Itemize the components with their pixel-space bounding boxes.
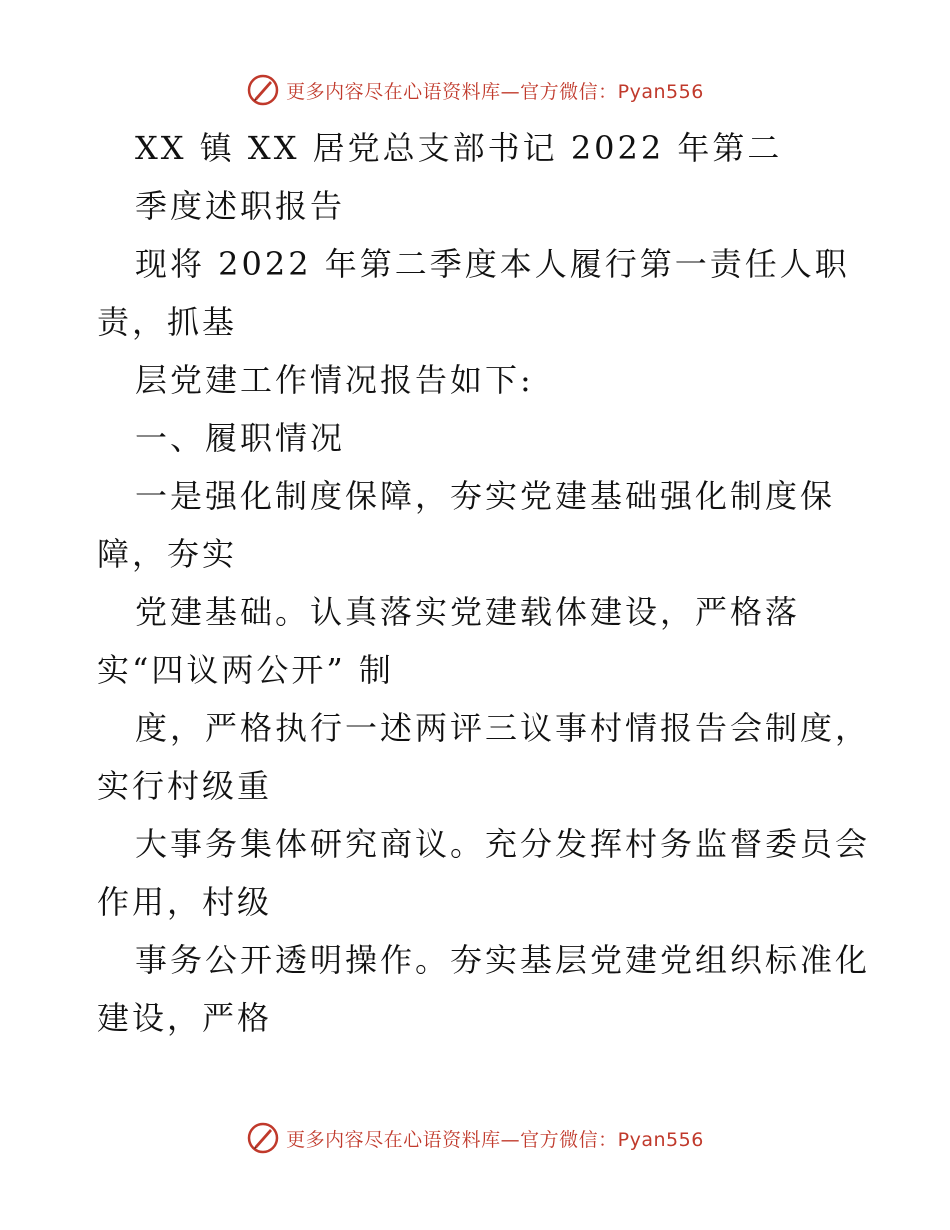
doc-line: 现将 2022 年第二季度本人履行第一责任人职: [135, 245, 850, 283]
doc-line: 实“四议两公开” 制: [97, 651, 394, 689]
doc-line: 一是强化制度保障，夯实党建基础强化制度保: [135, 477, 836, 515]
doc-line: 层党建工作情况报告如下:: [135, 361, 534, 399]
doc-line: 责，抓基: [97, 303, 238, 341]
doc-line: 季度述职报告: [135, 187, 346, 225]
doc-line: 实行村级重: [97, 767, 273, 805]
footer-watermark: [0, 1118, 950, 1158]
doc-line: 事务公开透明操作。夯实基层党建党组织标准化: [135, 941, 871, 979]
doc-line: 建设，严格: [97, 999, 273, 1037]
doc-line: XX 镇 XX 居党总支部书记 2022 年第二: [135, 129, 783, 167]
watermark-text: 更多内容尽在心语资料库—官方微信：Pyan556: [286, 80, 704, 103]
doc-line: 一、履职情况: [135, 419, 346, 457]
doc-line: 度，严格执行一述两评三议事村情报告会制度，: [135, 709, 871, 747]
quill-logo-icon: [246, 73, 280, 107]
doc-line: 党建基础。认真落实党建载体建设，严格落: [135, 593, 801, 631]
watermark-text: 更多内容尽在心语资料库—官方微信：Pyan556: [286, 1128, 704, 1151]
header-watermark: [0, 70, 950, 110]
doc-line: 障，夯实: [97, 535, 238, 573]
doc-line: 大事务集体研究商议。充分发挥村务监督委员会: [135, 825, 871, 863]
quill-logo-icon: [246, 1121, 280, 1155]
doc-line: 作用，村级: [97, 883, 273, 921]
